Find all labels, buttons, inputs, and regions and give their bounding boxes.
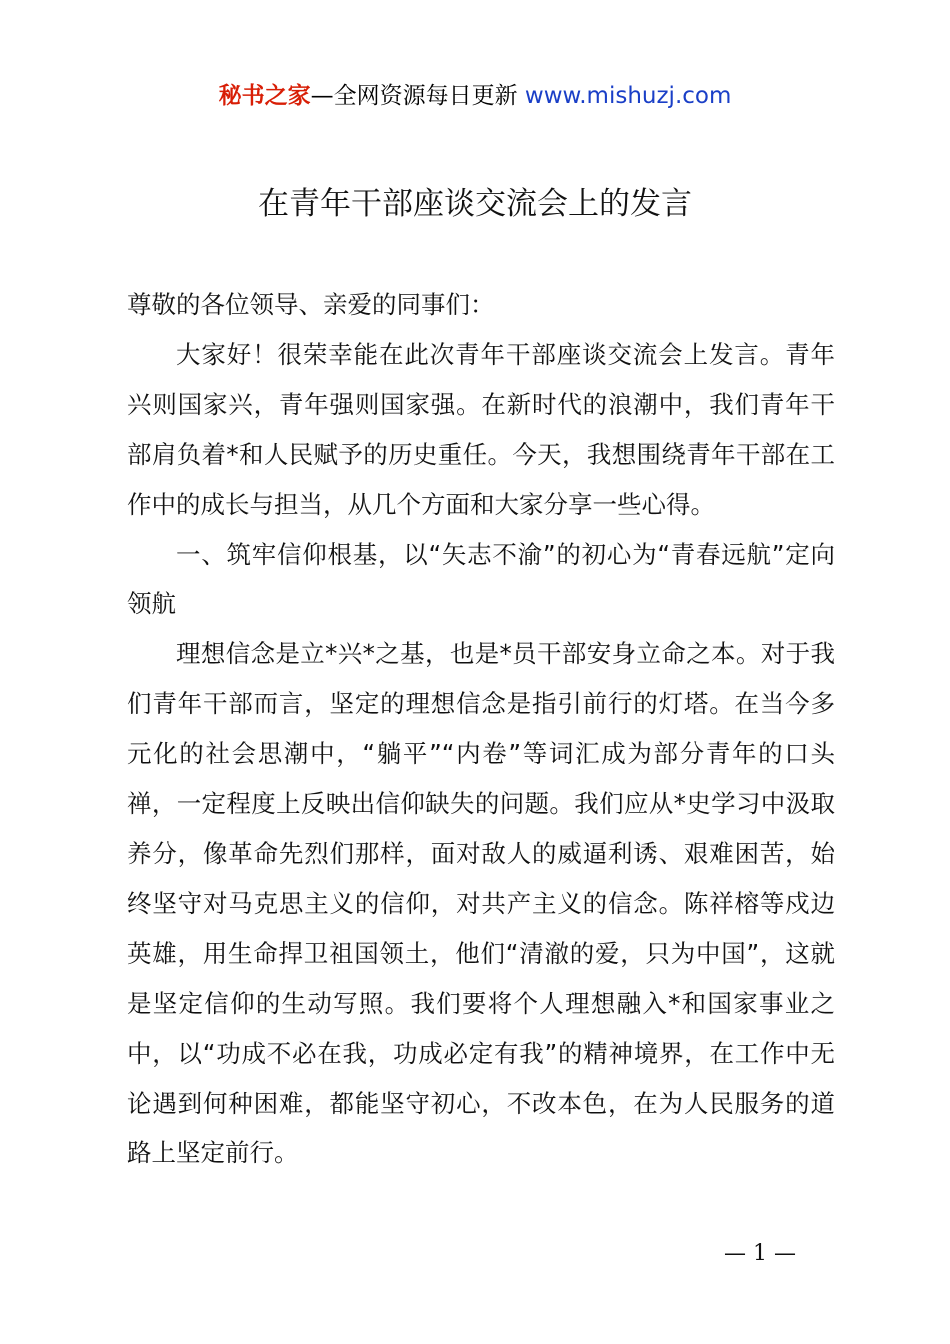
page-number: — 1 — bbox=[724, 1241, 796, 1266]
paragraph-intro: 大家好！很荣幸能在此次青年干部座谈交流会上发言。青年兴则国家兴，青年强则国家强。在新时代的浪潮中，我们青年干部肩负着*和人民赋予的历史重任。今天，我想围绕青年干部在工作中的成长与担当，从几个方面和大家分享一些心得。 bbox=[127, 339, 835, 519]
site-brand: 秘书之家 bbox=[218, 83, 311, 109]
salutation: 尊敬的各位领导、亲爱的同事们： bbox=[127, 290, 495, 319]
document-title: 在青年干部座谈交流会上的发言 bbox=[258, 186, 692, 222]
site-header bbox=[0, 80, 950, 112]
site-tagline: —全网资源每日更新 bbox=[310, 83, 518, 109]
document-body bbox=[127, 280, 835, 1178]
section-heading-1: 一、筑牢信仰根基，以“矢志不渝”的初心为“青春远航”定向领航 bbox=[127, 539, 835, 619]
paragraph-section-1: 理想信念是立*兴*之基，也是*员干部安身立命之本。对于我们青年干部而言，坚定的理想信念是指引前行的灯塔。在当今多元化的社会思潮中，“躺平”“内卷”等词汇成为部分青年的口头禅，一定程度上反映出信仰缺失的问题。我们应从*史学习中汲取养分，像革命先烈们那样，面对敌人的威逼利诱、艰难困苦，始终坚守对马克思主义的信仰，对共产主义的信念。陈祥榕等戍边英雄，用生命捍卫祖国领土，他们“清澈的爱，只为中国”，这就是坚定信仰的生动写照。我们要将个人理想融入*和国家事业之中，以“功成不必在我，功成必定有我”的精神境界，在工作中无论遇到何种困难，都能坚守初心，不改本色，在为人民服务的道路上坚定前行。 bbox=[127, 639, 835, 1168]
site-url-link[interactable]: www.mishuzj.com bbox=[524, 83, 732, 109]
